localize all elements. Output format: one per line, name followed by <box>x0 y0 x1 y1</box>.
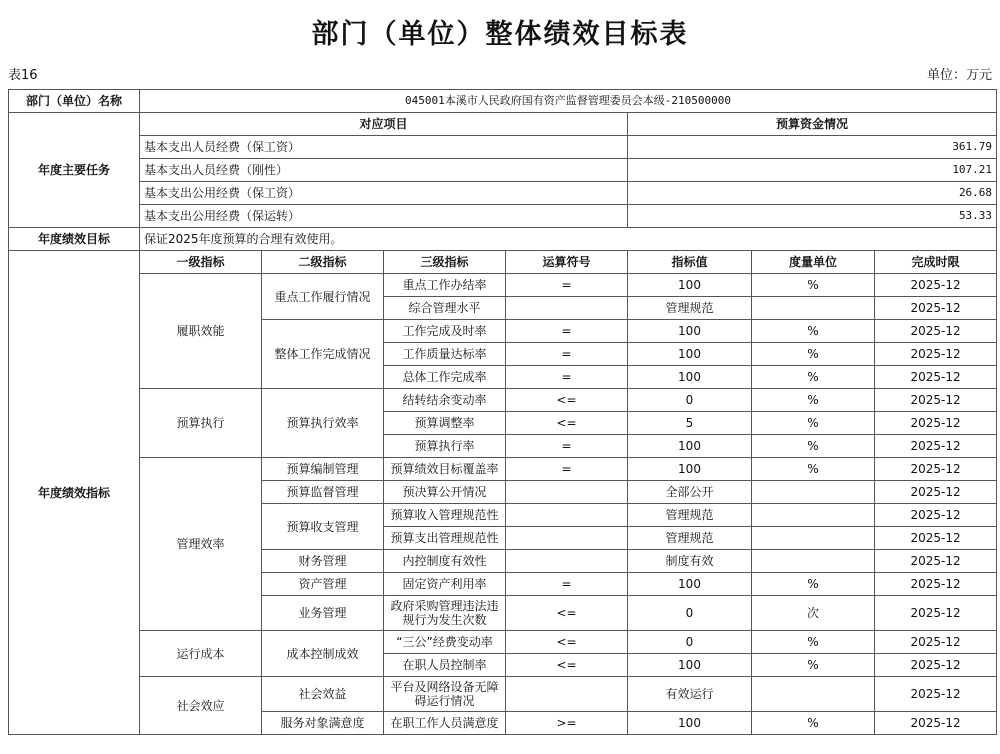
level3-cell: 工作质量达标率 <box>384 343 506 366</box>
level3-cell: 在职人员控制率 <box>384 654 506 677</box>
level2-cell: 整体工作完成情况 <box>262 320 384 389</box>
table-row <box>9 389 997 412</box>
value-cell: 管理规范 <box>628 527 752 550</box>
value-cell: 全部公开 <box>628 481 752 504</box>
unit-cell: % <box>752 389 875 412</box>
task-name: 基本支出人员经费（刚性） <box>140 159 628 182</box>
value-cell: 5 <box>628 412 752 435</box>
indicator-header-row <box>9 251 997 274</box>
deadline-cell: 2025-12 <box>875 297 997 320</box>
task-amount: 107.21 <box>628 159 997 182</box>
level3-cell: 结转结余变动率 <box>384 389 506 412</box>
level2-cell: 资产管理 <box>262 573 384 596</box>
level2-cell: 预算收支管理 <box>262 504 384 550</box>
unit-cell: % <box>752 712 875 735</box>
unit-cell: % <box>752 274 875 297</box>
level2-cell: 成本控制成效 <box>262 631 384 677</box>
goal-row <box>9 228 997 251</box>
operator-cell: = <box>506 320 628 343</box>
operator-cell <box>506 297 628 320</box>
unit-cell <box>752 550 875 573</box>
value-cell: 100 <box>628 320 752 343</box>
task-amount: 361.79 <box>628 136 997 159</box>
value-cell: 0 <box>628 389 752 412</box>
level3-cell: “三公”经费变动率 <box>384 631 506 654</box>
task-row <box>9 159 997 182</box>
deadline-cell: 2025-12 <box>875 343 997 366</box>
task-row <box>9 182 997 205</box>
unit-cell <box>752 481 875 504</box>
level1-cell: 社会效应 <box>140 677 262 735</box>
value-cell: 管理规范 <box>628 504 752 527</box>
column-header: 完成时限 <box>875 251 997 274</box>
operator-cell: = <box>506 458 628 481</box>
value-cell: 100 <box>628 343 752 366</box>
column-header: 指标值 <box>628 251 752 274</box>
table-row <box>9 458 997 481</box>
level3-cell: 在职工作人员满意度 <box>384 712 506 735</box>
level3-cell: 平台及网络设备无障碍运行情况 <box>384 677 506 712</box>
deadline-cell: 2025-12 <box>875 596 997 631</box>
level3-cell: 政府采购管理违法违规行为发生次数 <box>384 596 506 631</box>
dept-label: 部门（单位）名称 <box>9 90 140 113</box>
level3-cell: 预算调整率 <box>384 412 506 435</box>
table-row <box>9 677 997 712</box>
operator-cell: <= <box>506 412 628 435</box>
operator-cell <box>506 527 628 550</box>
level3-cell: 预算收入管理规范性 <box>384 504 506 527</box>
deadline-cell: 2025-12 <box>875 573 997 596</box>
level3-cell: 固定资产利用率 <box>384 573 506 596</box>
level3-cell: 预决算公开情况 <box>384 481 506 504</box>
column-header: 二级指标 <box>262 251 384 274</box>
operator-cell <box>506 550 628 573</box>
value-cell: 0 <box>628 631 752 654</box>
deadline-cell: 2025-12 <box>875 274 997 297</box>
operator-cell: = <box>506 343 628 366</box>
level3-cell: 综合管理水平 <box>384 297 506 320</box>
deadline-cell: 2025-12 <box>875 481 997 504</box>
deadline-cell: 2025-12 <box>875 654 997 677</box>
deadline-cell: 2025-12 <box>875 504 997 527</box>
deadline-cell: 2025-12 <box>875 677 997 712</box>
value-cell: 100 <box>628 654 752 677</box>
task-amount: 53.33 <box>628 205 997 228</box>
level2-cell: 业务管理 <box>262 596 384 631</box>
level2-cell: 重点工作履行情况 <box>262 274 384 320</box>
task-amount: 26.68 <box>628 182 997 205</box>
unit-cell <box>752 527 875 550</box>
indicators-label: 年度绩效指标 <box>9 251 140 735</box>
task-row <box>9 205 997 228</box>
unit-cell: % <box>752 573 875 596</box>
annual-tasks-label: 年度主要任务 <box>9 113 140 228</box>
level2-cell: 预算编制管理 <box>262 458 384 481</box>
unit-cell: % <box>752 320 875 343</box>
level1-cell: 运行成本 <box>140 631 262 677</box>
level3-cell: 内控制度有效性 <box>384 550 506 573</box>
value-cell: 100 <box>628 274 752 297</box>
value-cell: 100 <box>628 458 752 481</box>
task-name: 基本支出公用经费（保运转） <box>140 205 628 228</box>
unit-cell <box>752 504 875 527</box>
operator-cell <box>506 677 628 712</box>
task-name: 基本支出公用经费（保工资） <box>140 182 628 205</box>
item-header: 对应项目 <box>140 113 628 136</box>
value-cell: 有效运行 <box>628 677 752 712</box>
operator-cell: <= <box>506 389 628 412</box>
level1-cell: 预算执行 <box>140 389 262 458</box>
dept-row <box>9 90 997 113</box>
column-header: 度量单位 <box>752 251 875 274</box>
task-name: 基本支出人员经费（保工资） <box>140 136 628 159</box>
annual-goal-label: 年度绩效目标 <box>9 228 140 251</box>
deadline-cell: 2025-12 <box>875 712 997 735</box>
operator-cell <box>506 504 628 527</box>
level3-cell: 预算执行率 <box>384 435 506 458</box>
deadline-cell: 2025-12 <box>875 435 997 458</box>
value-cell: 管理规范 <box>628 297 752 320</box>
level3-cell: 工作完成及时率 <box>384 320 506 343</box>
unit-cell: % <box>752 412 875 435</box>
level3-cell: 重点工作办结率 <box>384 274 506 297</box>
operator-cell: <= <box>506 654 628 677</box>
unit-cell <box>752 297 875 320</box>
performance-table <box>8 89 997 735</box>
table-row <box>9 274 997 297</box>
value-cell: 100 <box>628 712 752 735</box>
unit-label: 单位：万元 <box>926 68 992 83</box>
operator-cell: = <box>506 274 628 297</box>
unit-cell: % <box>752 435 875 458</box>
deadline-cell: 2025-12 <box>875 458 997 481</box>
operator-cell: <= <box>506 596 628 631</box>
value-cell: 100 <box>628 366 752 389</box>
value-cell: 制度有效 <box>628 550 752 573</box>
deadline-cell: 2025-12 <box>875 631 997 654</box>
column-header: 一级指标 <box>140 251 262 274</box>
deadline-cell: 2025-12 <box>875 527 997 550</box>
deadline-cell: 2025-12 <box>875 320 997 343</box>
column-header: 运算符号 <box>506 251 628 274</box>
level2-cell: 预算监督管理 <box>262 481 384 504</box>
operator-cell: = <box>506 435 628 458</box>
unit-cell: % <box>752 343 875 366</box>
level3-cell: 预算绩效目标覆盖率 <box>384 458 506 481</box>
deadline-cell: 2025-12 <box>875 550 997 573</box>
level3-cell: 总体工作完成率 <box>384 366 506 389</box>
unit-cell: % <box>752 458 875 481</box>
unit-cell: 次 <box>752 596 875 631</box>
operator-cell: <= <box>506 631 628 654</box>
level2-cell: 预算执行效率 <box>262 389 384 458</box>
value-cell: 0 <box>628 596 752 631</box>
dept-value: 045001本溪市人民政府国有资产监督管理委员会本级-210500000 <box>140 90 997 113</box>
table-number: 表16 <box>8 68 38 83</box>
deadline-cell: 2025-12 <box>875 366 997 389</box>
page-title: 部门（单位）整体绩效目标表 <box>311 19 689 50</box>
deadline-cell: 2025-12 <box>875 412 997 435</box>
operator-cell: = <box>506 573 628 596</box>
tasks-header-row <box>9 113 997 136</box>
level3-cell: 预算支出管理规范性 <box>384 527 506 550</box>
operator-cell <box>506 481 628 504</box>
level2-cell: 服务对象满意度 <box>262 712 384 735</box>
unit-cell: % <box>752 631 875 654</box>
level1-cell: 履职效能 <box>140 274 262 389</box>
annual-goal-value: 保证2025年度预算的合理有效使用。 <box>140 228 997 251</box>
deadline-cell: 2025-12 <box>875 389 997 412</box>
column-header: 三级指标 <box>384 251 506 274</box>
value-cell: 100 <box>628 435 752 458</box>
level1-cell: 管理效率 <box>140 458 262 631</box>
budget-header: 预算资金情况 <box>628 113 997 136</box>
table-row <box>9 631 997 654</box>
level2-cell: 财务管理 <box>262 550 384 573</box>
value-cell: 100 <box>628 573 752 596</box>
level2-cell: 社会效益 <box>262 677 384 712</box>
unit-cell <box>752 677 875 712</box>
operator-cell: = <box>506 366 628 389</box>
operator-cell: >= <box>506 712 628 735</box>
unit-cell: % <box>752 654 875 677</box>
task-row <box>9 136 997 159</box>
unit-cell: % <box>752 366 875 389</box>
